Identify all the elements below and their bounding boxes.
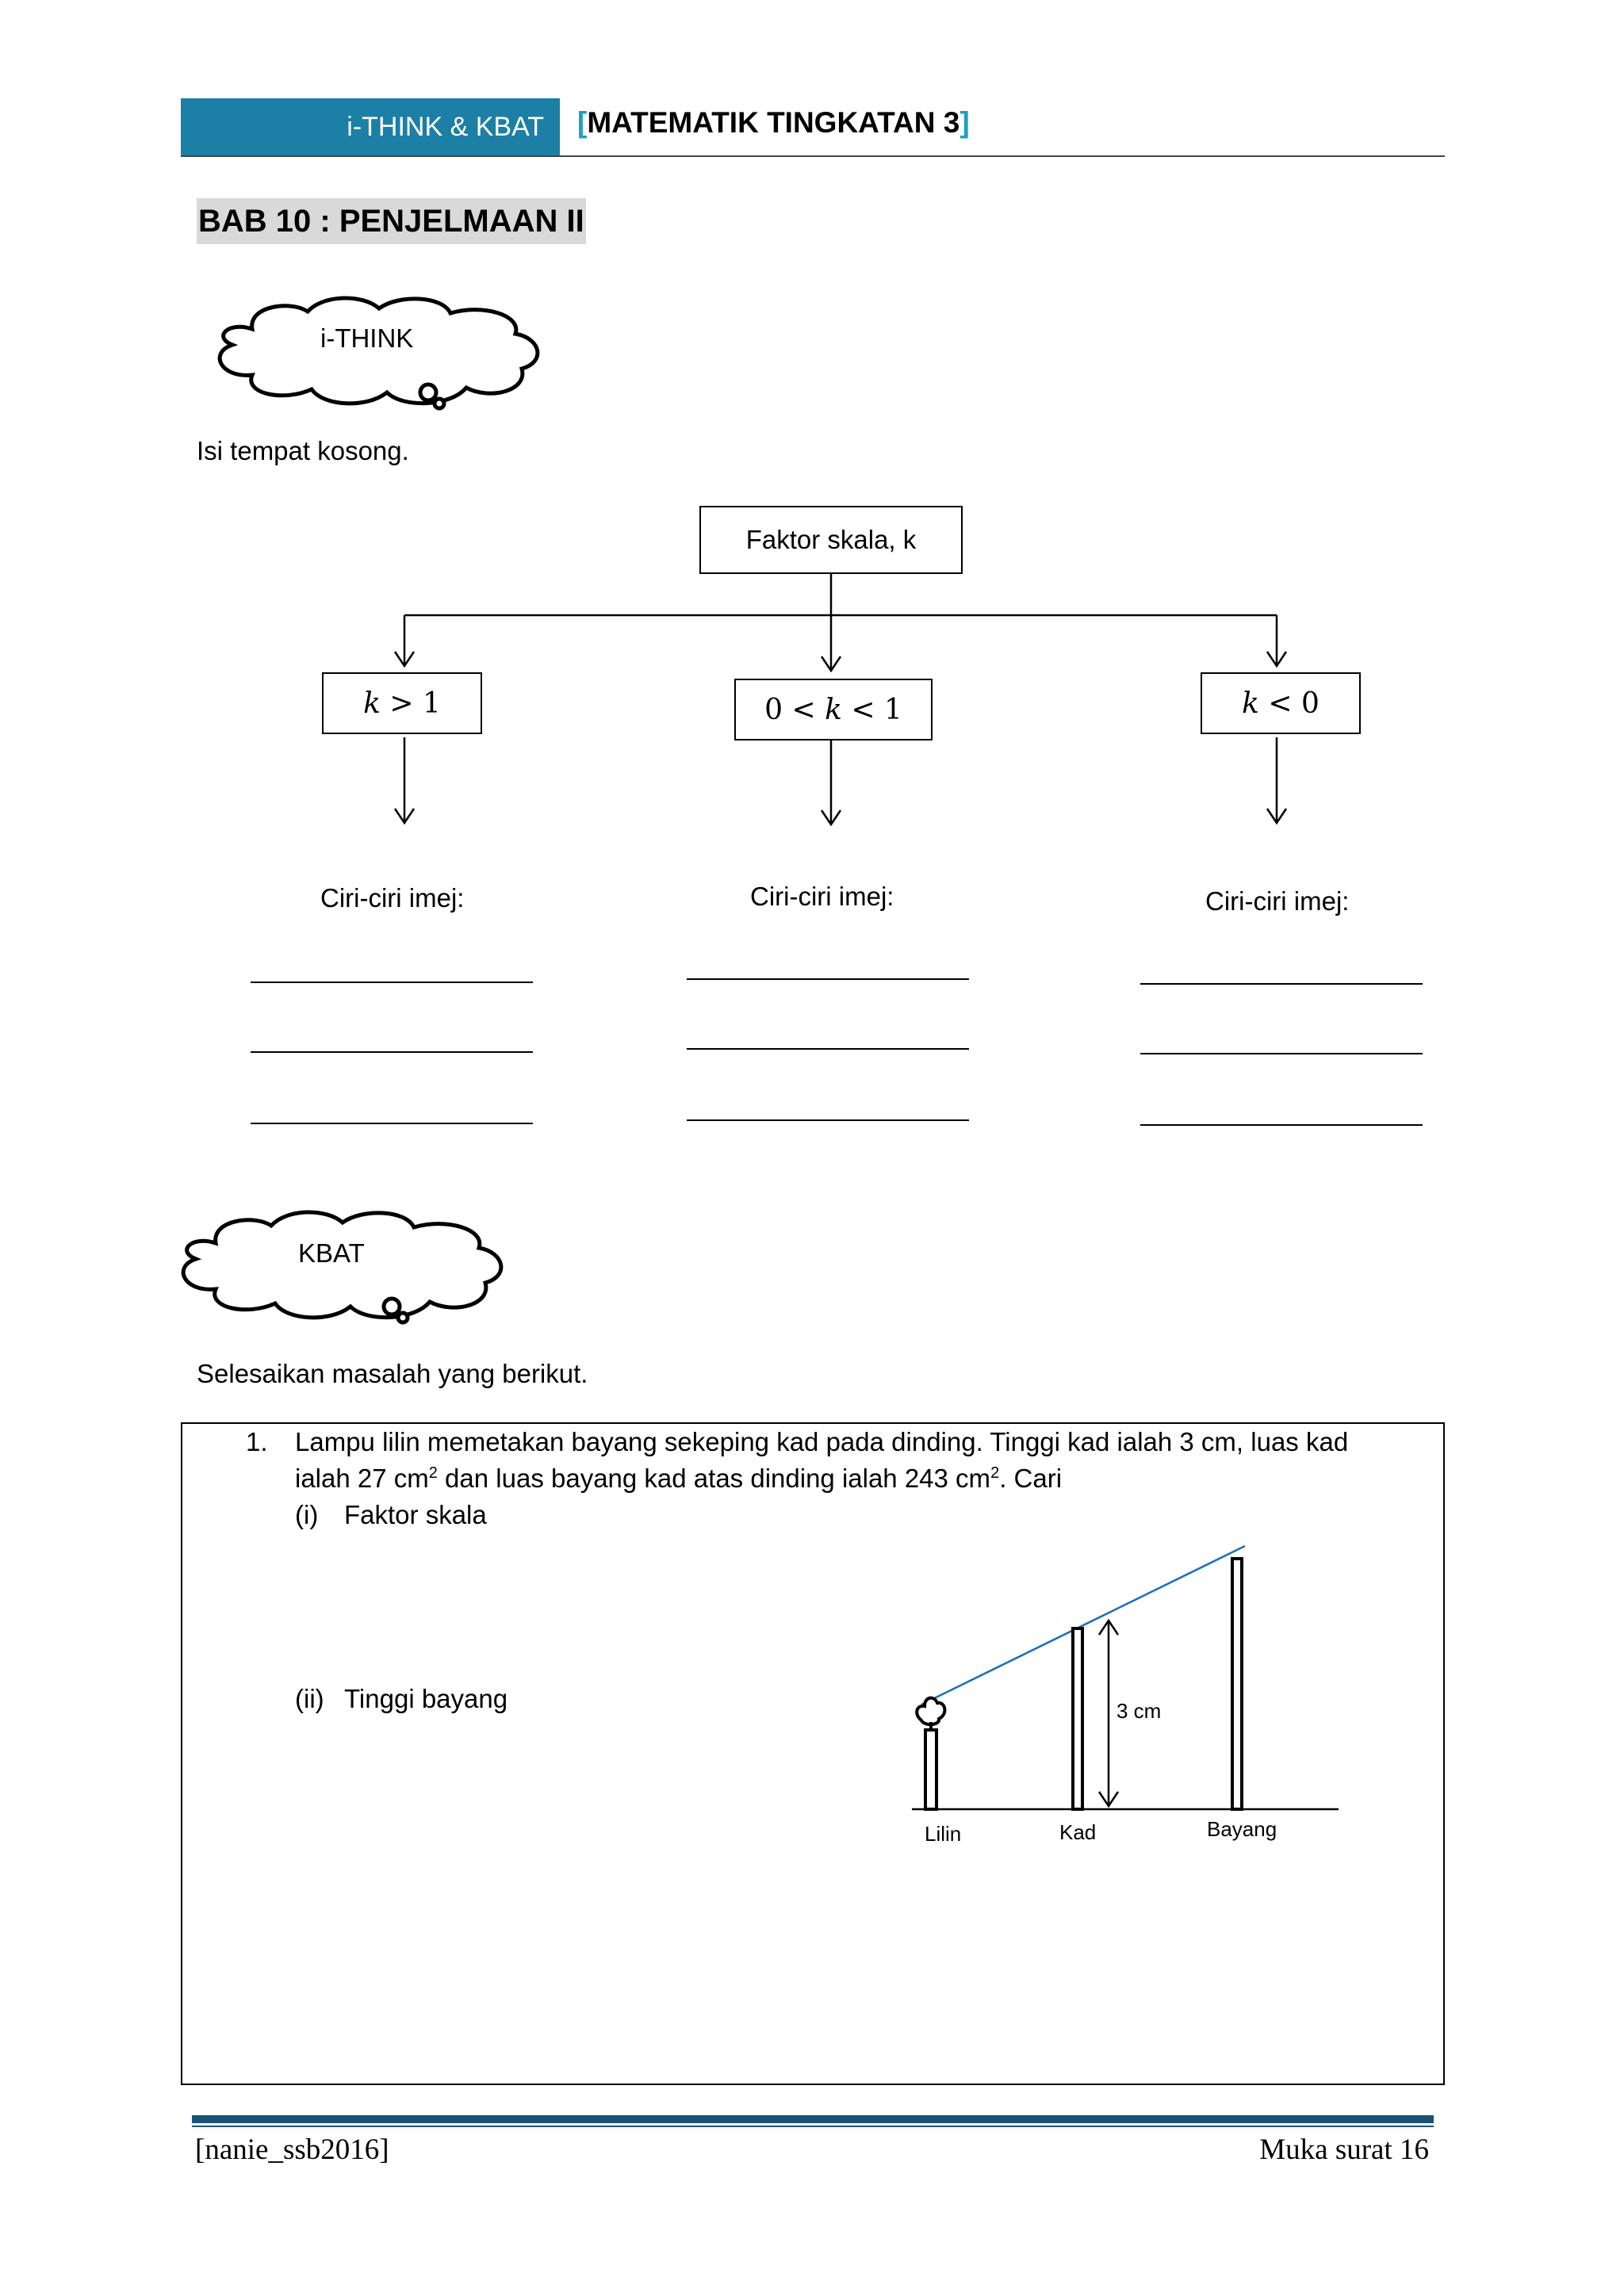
- part-ii-label: (ii): [295, 1684, 324, 1713]
- part-i-text: Faktor skala: [344, 1500, 487, 1529]
- answer-blank[interactable]: [251, 1051, 533, 1053]
- candle-card-figure: [896, 1530, 1348, 1855]
- answer-blank[interactable]: [1140, 1124, 1423, 1126]
- ithink-instruction: Isi tempat kosong.: [197, 436, 409, 465]
- kbat-instruction: Selesaikan masalah yang berikut.: [197, 1359, 588, 1388]
- branch-box-k-less-0: k < 0: [1201, 672, 1361, 734]
- answer-blank[interactable]: [251, 1123, 533, 1124]
- branch-box-k-greater-1: k > 1: [322, 672, 482, 734]
- footer-rule-thin: [192, 2126, 1434, 2127]
- header-left-text: i-THINK & KBAT: [347, 111, 544, 142]
- answer-blank[interactable]: [1140, 983, 1423, 985]
- answer-blank[interactable]: [687, 1048, 969, 1050]
- height-dimension-arrow: [1099, 1621, 1118, 1806]
- footer-left: [nanie_ssb2016]: [195, 2133, 389, 2166]
- label-bayang: Bayang: [1207, 1817, 1277, 1841]
- label-lilin: Lilin: [925, 1822, 962, 1846]
- answer-blank[interactable]: [687, 978, 969, 980]
- branch-caption-2: Ciri-ciri imej:: [750, 882, 894, 911]
- branch-caption-1: Ciri-ciri imej:: [320, 883, 465, 913]
- tree-connectors: [0, 0, 1624, 872]
- chapter-title: BAB 10 : PENJELMAAN II: [197, 198, 586, 244]
- part-ii-text: Tinggi bayang: [344, 1684, 508, 1713]
- problem-number: 1.: [246, 1427, 268, 1456]
- ithink-label: i-THINK: [320, 323, 414, 353]
- problem-line-2: ialah 27 $cm^2$ dan luas bayang kad atas dinding ialah 243 $cm^2$. Cari: [295, 1464, 1063, 1493]
- answer-blank[interactable]: [1140, 1053, 1423, 1054]
- branch-box-k-between-0-1: 0 < k < 1: [734, 679, 933, 740]
- candle-stick: [925, 1730, 936, 1809]
- shadow-bar: [1232, 1559, 1242, 1809]
- label-kad: Kad: [1059, 1820, 1097, 1844]
- problem-line-1: Lampu lilin memetakan bayang sekeping kad pada dinding. Tinggi kad ialah 3 cm, luas kad: [295, 1427, 1349, 1456]
- card-bar: [1073, 1628, 1082, 1809]
- branch-caption-3: Ciri-ciri imej:: [1205, 886, 1350, 916]
- header-title: [MATEMATIK TINGKATAN 3]: [577, 106, 970, 139]
- header-title-text: MATEMATIK TINGKATAN 3: [587, 106, 960, 139]
- answer-blank[interactable]: [251, 982, 533, 983]
- flame-icon: [917, 1698, 944, 1724]
- height-label: 3 cm: [1116, 1699, 1162, 1723]
- answer-blank[interactable]: [687, 1119, 969, 1121]
- root-box: Faktor skala, k: [699, 506, 963, 574]
- page-number: Muka surat 16: [1259, 2133, 1429, 2166]
- kbat-label: KBAT: [298, 1238, 365, 1268]
- footer-rule-thick: [192, 2115, 1434, 2123]
- part-i-label: (i): [295, 1500, 319, 1529]
